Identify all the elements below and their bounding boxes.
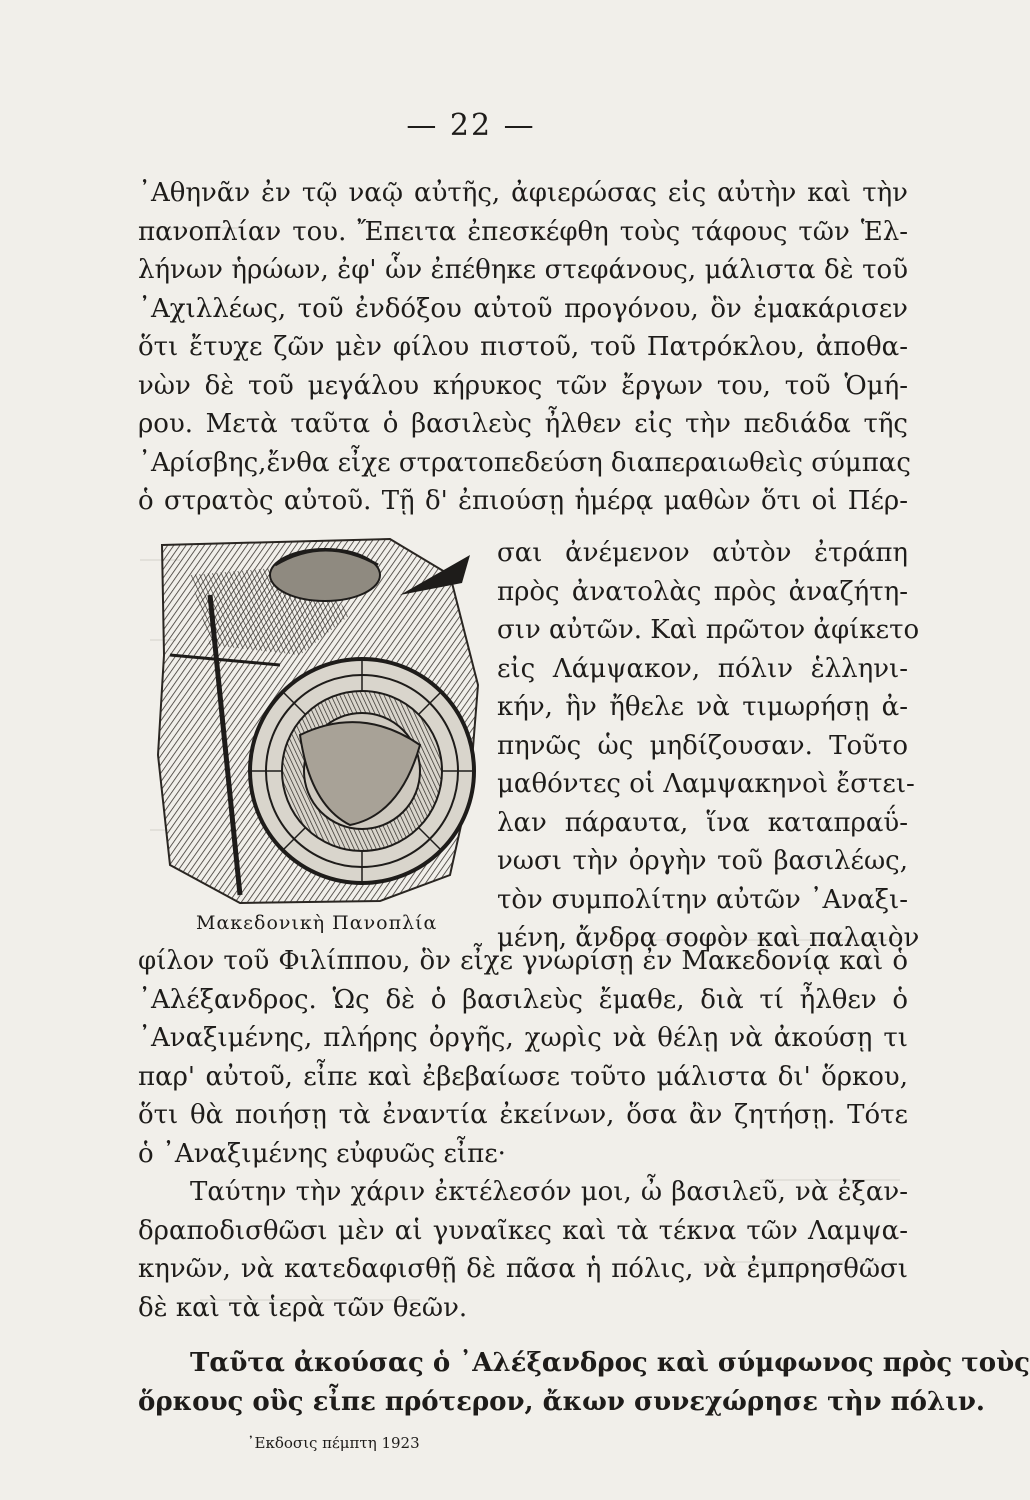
text-line: παρ' αὐτοῦ, εἶπε καὶ ἐβεβαίωσε τοῦτο μάλιστα δι' ὅρκου, [138,1061,908,1092]
text-line: Ταύτην τὴν χάριν ἐκτέλεσόν μοι, ὦ βασιλεῦ, νὰ ἐξαν- [190,1177,908,1207]
text-line: ὁ στρατὸς αὐτοῦ. Τῇ δ' ἐπιούσῃ ἡμέρᾳ μαθὼν ὅτι οἱ Πέρ- [138,486,908,516]
final-paragraph [138,1344,1030,1421]
text-line: δὲ καὶ τὰ ἱερὰ τῶν θεῶν. [138,1292,468,1323]
text-line: ρου. Μετὰ ταῦτα ὁ βασιλεὺς ἦλθεν εἰς τὴν πεδιάδα τῆς [138,409,908,439]
text-line: ᾿Αναξιμένης, πλήρης ὀργῆς, χωρὶς νὰ θέλῃ νὰ ἀκούσῃ τι [138,1023,908,1053]
text-line: μαθόντες οἱ Λαμψακηνοὶ ἔστει- [497,769,915,799]
text-line: λαν πάραυτα, ἵνα καταπραΰ- [497,807,908,838]
figure-caption: Μακεδονικὴ Πανοπλία [196,912,438,934]
text-line: ὁ ᾿Αναξιμένης εὐφυῶς εἶπε· [138,1138,506,1169]
text-line: ὅτι ἔτυχε ζῶν μὲν φίλου πιστοῦ, τοῦ Πατρόκλου, ἀποθα- [138,332,908,362]
text-line: πρὸς ἀνατολὰς πρὸς ἀναζήτη- [497,576,908,607]
bottom-paragraph [138,942,908,1327]
text-line: δραποδισθῶσι μὲν αἱ γυναῖκες καὶ τὰ τέκνα τῶν Λαμψα- [138,1215,908,1246]
text-line: ὅτι θὰ ποιήσῃ τὰ ἐναντία ἐκείνων, ὅσα ἂν ζητήσῃ. Τότε [138,1100,908,1130]
text-line: κηνῶν, νὰ κατεδαφισθῇ δὲ πᾶσα ἡ πόλις, νὰ ἐμπρησθῶσι [138,1254,908,1284]
text-line: τὸν συμπολίτην αὐτῶν ᾿Αναξι- [497,884,908,915]
text-line: νωσι τὴν ὀργὴν τοῦ βασιλέως, [497,846,908,876]
text-line: νὼν δὲ τοῦ μεγάλου κήρυκος τῶν ἔργων του, τοῦ Ὁμή- [138,370,908,401]
text-line: πανοπλίαν του. Ἔπειτα ἐπεσκέφθη τοὺς τάφους τῶν Ἑλ- [138,216,908,247]
text-line: σαι ἀνέμενον αὐτὸν ἐτράπη [497,538,908,568]
text-line: ᾿Αθηνᾶν ἐν τῷ ναῷ αὐτῆς, ἀφιερώσας εἰς αὐτὴν καὶ τὴν [138,178,908,208]
text-line: φίλον τοῦ Φιλίππου, ὃν εἶχε γνωρίσῃ ἐν Μακεδονίᾳ καὶ ὁ [138,946,908,976]
text-line: μένη, ἄνδρα σοφὸν καὶ παλαιὸν [497,923,920,953]
text-line: κήν, ἣν ἤθελε νὰ τιμωρήσῃ ἀ- [497,692,908,722]
top-paragraph [138,174,911,521]
page-number: — 22 — [406,108,536,143]
text-line: ᾿Αλέξανδρος. Ὡς δὲ ὁ βασιλεὺς ἔμαθε, διὰ τί ἦλθεν ὁ [138,984,908,1015]
text-line: Ταῦτα ἀκούσας ὁ ᾿Αλέξανδρος καὶ σύμφωνος πρὸς τοὺς [190,1348,1030,1378]
text-line: εἰς Λάμψακον, πόλιν ἑλληνι- [497,653,908,684]
text-line: ὅρκους οὓς εἶπε πρότερον, ἄκων συνεχώρησε τὴν πόλιν. [138,1386,985,1417]
armor-illustration [150,535,485,907]
text-line: ᾿Αχιλλέως, τοῦ ἐνδόξου αὐτοῦ προγόνου, ὃν ἐμακάρισεν [138,293,908,324]
text-line: πηνῶς ὡς μηδίζουσαν. Τοῦτο [497,730,908,761]
edition-note: ᾿Εκδοσις πέμπτη 1923 [247,1434,420,1452]
text-line: λήνων ἡρώων, ἐφ' ὧν ἐπέθηκε στεφάνους, μάλιστα δὲ τοῦ [138,255,908,285]
text-line: σιν αὐτῶν. Καὶ πρῶτον ἀφίκετο [497,615,920,645]
side-paragraph [497,534,920,958]
text-line: ᾿Αρίσβης,ἔνθα εἶχε στρατοπεδεύση διαπεραιωθεὶς σύμπας [138,447,911,478]
